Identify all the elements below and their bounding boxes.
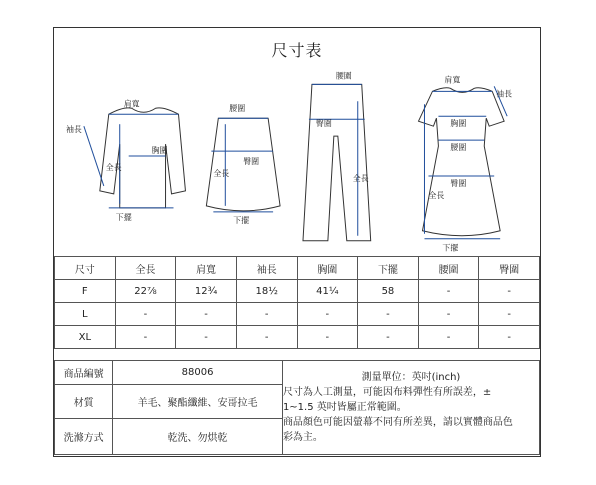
cell-chest: - [297, 326, 358, 349]
skirt-hem-label: 下擺 [233, 215, 250, 225]
dress-outline [419, 88, 505, 236]
note-line-4: 彩為主。 [282, 432, 323, 443]
header-shoulder: 肩寬 [176, 257, 237, 280]
cell-length: - [115, 326, 176, 349]
pants-length-label: 全長 [352, 173, 369, 183]
note-title: 測量單位：英吋(inch) [361, 372, 461, 383]
top-sleeve-label: 袖長 [65, 125, 82, 135]
top-length-label: 全長 [105, 163, 122, 172]
note-line-1: 尺寸為人工測量，可能因布料彈性有所誤差，± [282, 387, 492, 398]
skirt-hip-label: 臀圍 [243, 157, 260, 167]
header-chest: 胸圍 [297, 257, 358, 280]
size-table [54, 256, 540, 349]
header-hip: 臀圍 [479, 257, 540, 280]
garment-illustrations [54, 66, 540, 274]
cell-hip: - [479, 280, 540, 303]
pants-waist-label: 腰圍 [335, 71, 352, 81]
dress-length-label: 全長 [428, 190, 445, 200]
cell-length: - [115, 303, 176, 326]
cell-size: L [55, 303, 116, 326]
cell-chest: - [297, 303, 358, 326]
note-line-2: 1~1.5 英吋皆屬正常範圍。 [282, 402, 407, 413]
cell-size: XL [55, 326, 116, 349]
top-hem-label: 下擺 [115, 212, 132, 222]
size-table-header-row [55, 257, 540, 280]
header-waist: 腰圍 [418, 257, 479, 280]
cell-chest: 41¼ [297, 280, 358, 303]
material-label: 材質 [55, 385, 113, 419]
table-row [55, 303, 540, 326]
dress-hip-label: 臀圍 [450, 178, 467, 188]
top-chest-label: 胸圍 [151, 146, 168, 156]
cell-sleeve: - [236, 303, 297, 326]
header-sleeve: 袖長 [236, 257, 297, 280]
dress-waist-label: 腰圍 [450, 143, 467, 153]
table-row [55, 280, 540, 303]
dress-shoulder-label: 肩寬 [444, 75, 461, 85]
product-code-label: 商品編號 [55, 361, 113, 385]
material-value: 羊毛、聚酯纖維、安哥拉毛 [113, 385, 283, 419]
header-hem: 下擺 [358, 257, 419, 280]
cell-waist: - [418, 326, 479, 349]
cell-hem: 58 [358, 280, 419, 303]
table-row [55, 326, 540, 349]
product-code-value: 88006 [113, 361, 283, 385]
wash-label: 洗滌方式 [55, 419, 113, 455]
header-length: 全長 [115, 257, 176, 280]
cell-sleeve: 18½ [236, 280, 297, 303]
cell-hem: - [358, 303, 419, 326]
pants-outline [303, 84, 371, 240]
pants-hip-label: 臀圍 [315, 119, 332, 129]
cell-shoulder: - [176, 303, 237, 326]
size-chart-frame [53, 27, 541, 457]
skirt-waist-label: 腰圍 [229, 104, 246, 114]
header-size: 尺寸 [55, 257, 116, 280]
dress-chest-label: 胸圍 [450, 119, 467, 129]
skirt-length-label: 全長 [213, 168, 230, 178]
page-title: 尺寸表 [271, 41, 323, 60]
cell-sleeve: - [236, 326, 297, 349]
cell-size: F [55, 280, 116, 303]
wash-value: 乾洗、勿烘乾 [113, 419, 283, 455]
cell-hip: - [479, 326, 540, 349]
product-info-table [54, 360, 540, 455]
cell-hem: - [358, 326, 419, 349]
cell-hip: - [479, 303, 540, 326]
dress-sleeve-label: 袖長 [496, 89, 513, 99]
cell-length: 22⅞ [115, 280, 176, 303]
top-shoulder-label: 肩寬 [123, 99, 140, 109]
cell-waist: - [418, 280, 479, 303]
cell-waist: - [418, 303, 479, 326]
note-line-3: 商品顏色可能因螢幕不同有所差異，請以實體商品色 [282, 417, 513, 428]
dress-hem-label: 下擺 [442, 243, 459, 253]
top-garment-outline [100, 108, 186, 208]
cell-shoulder: 12¾ [176, 280, 237, 303]
cell-shoulder: - [176, 326, 237, 349]
notes [282, 361, 539, 455]
